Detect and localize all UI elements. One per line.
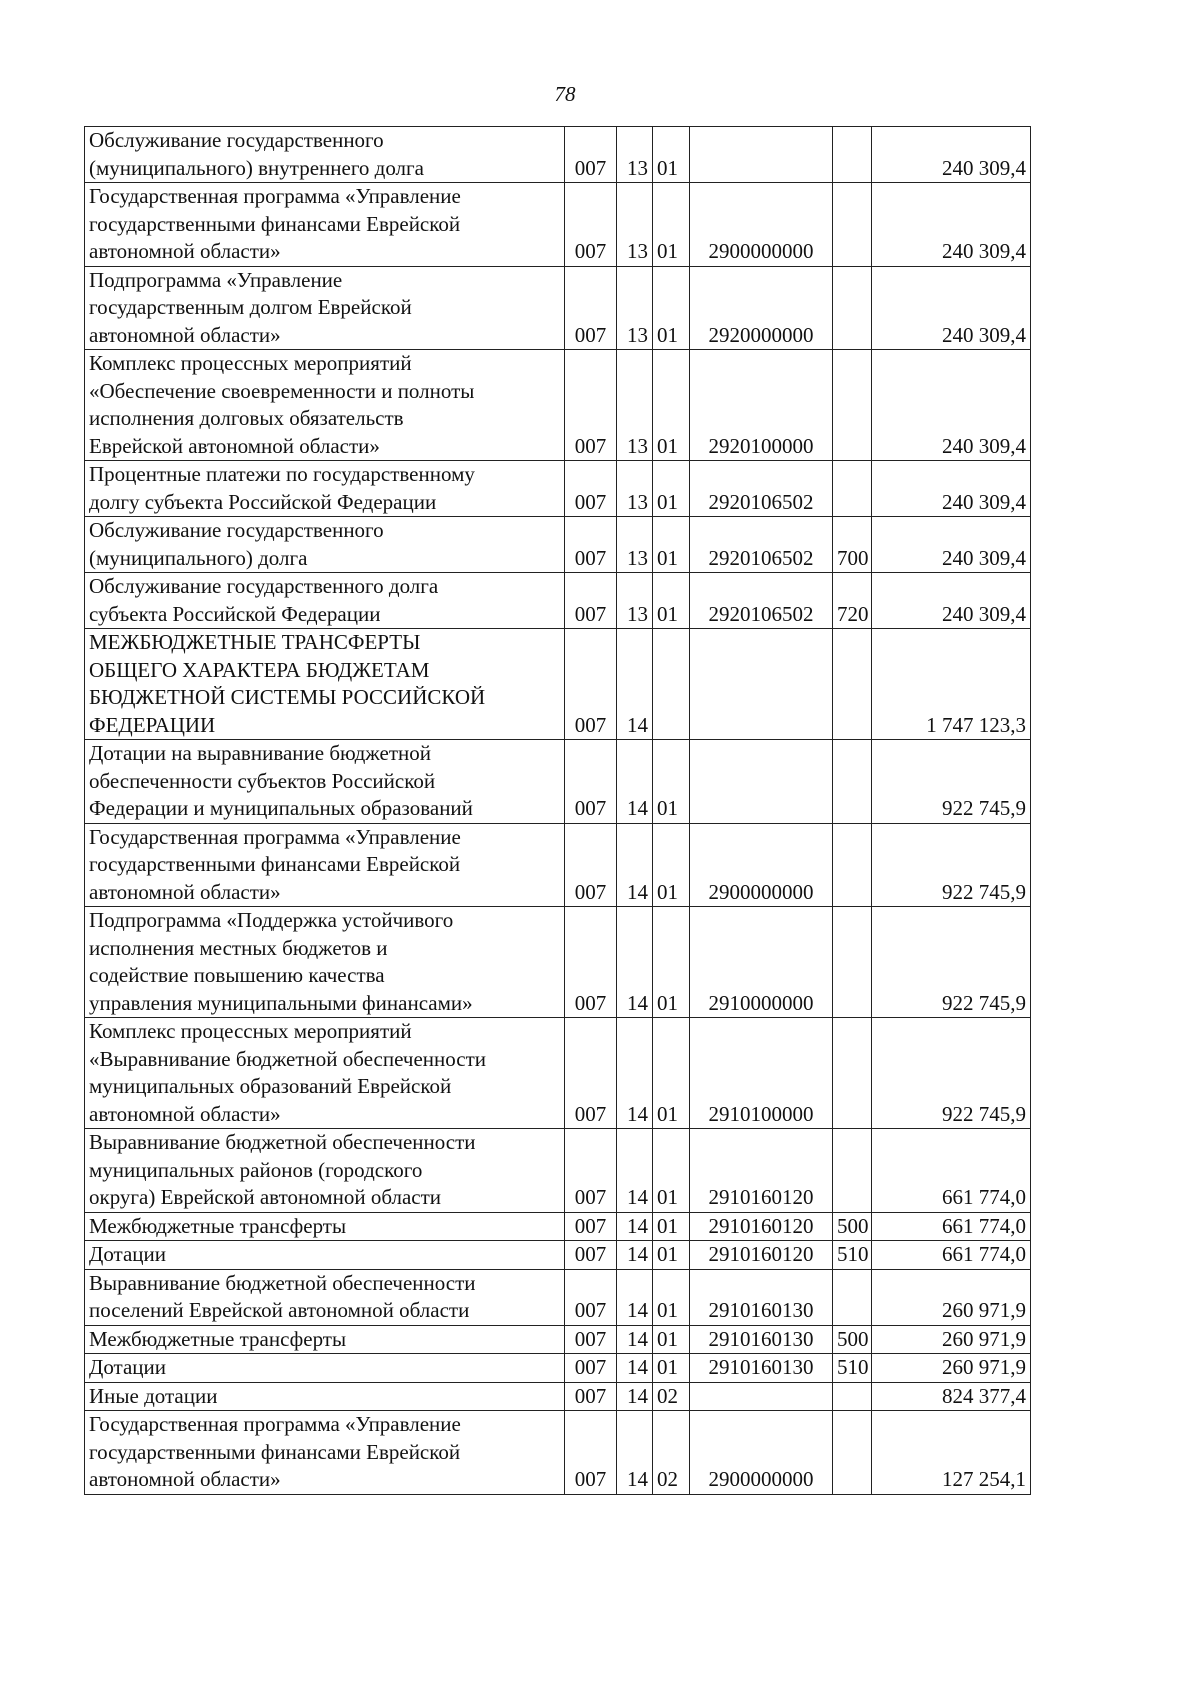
expense-type-cell — [833, 740, 872, 824]
amount-cell: 240 309,4 — [872, 127, 1031, 183]
ministry-code-cell: 007 — [565, 1129, 617, 1213]
subsection-code-cell: 01 — [653, 517, 690, 573]
row-name-text: Межбюджетные трансферты — [89, 1213, 347, 1238]
budget-table — [84, 126, 1031, 1495]
row-name-text: Обслуживание государственного долга субъекта Российской Федерации — [89, 574, 439, 626]
ministry-code-cell: 007 — [565, 127, 617, 183]
target-article-cell: 2920100000 — [690, 350, 833, 461]
row-name-cell — [85, 1241, 565, 1270]
row-name-cell — [85, 1325, 565, 1354]
ministry-code-cell: 007 — [565, 1018, 617, 1129]
row-name-cell — [85, 127, 565, 183]
table-row — [85, 573, 1031, 629]
amount-cell: 661 774,0 — [872, 1241, 1031, 1270]
target-article-cell: 2910160130 — [690, 1269, 833, 1325]
ministry-code-cell: 007 — [565, 823, 617, 907]
subsection-code-cell: 01 — [653, 183, 690, 267]
section-code-cell: 14 — [617, 1212, 653, 1241]
subsection-code-cell: 01 — [653, 1325, 690, 1354]
subsection-code-cell: 01 — [653, 1212, 690, 1241]
row-name-cell — [85, 266, 565, 350]
subsection-code-cell: 02 — [653, 1382, 690, 1411]
expense-type-cell: 510 — [833, 1354, 872, 1383]
row-name-text: Процентные платежи по государственному долгу субъекта Российской Федерации — [89, 462, 475, 514]
section-code-cell: 14 — [617, 1382, 653, 1411]
target-article-cell — [690, 629, 833, 740]
row-name-cell — [85, 350, 565, 461]
target-article-cell: 2920000000 — [690, 266, 833, 350]
target-article-cell: 2910160120 — [690, 1129, 833, 1213]
row-name-text: Государственная программа «Управление государственными финансами Еврейской автономной области» — [89, 184, 461, 263]
table-row — [85, 1018, 1031, 1129]
target-article-cell — [690, 740, 833, 824]
row-name-cell — [85, 1354, 565, 1383]
expense-type-cell — [833, 1018, 872, 1129]
section-code-cell: 14 — [617, 1411, 653, 1495]
amount-cell: 922 745,9 — [872, 740, 1031, 824]
target-article-cell — [690, 127, 833, 183]
row-name-text: Дотации — [89, 1242, 167, 1266]
expense-type-cell — [833, 1382, 872, 1411]
row-name-cell — [85, 823, 565, 907]
row-name-text: Подпрограмма «Управление государственным долгом Еврейской автономной области» — [89, 267, 412, 347]
table-row — [85, 183, 1031, 267]
ministry-code-cell: 007 — [565, 1325, 617, 1354]
table-row — [85, 1354, 1031, 1383]
expense-type-cell — [833, 1411, 872, 1495]
section-code-cell: 13 — [617, 183, 653, 267]
table-row — [85, 127, 1031, 183]
section-code-cell: 14 — [617, 1269, 653, 1325]
subsection-code-cell: 01 — [653, 1129, 690, 1213]
row-name-cell — [85, 517, 565, 573]
expense-type-cell — [833, 907, 872, 1018]
amount-cell: 240 309,4 — [872, 461, 1031, 517]
row-name-text: Иные дотации — [89, 1383, 218, 1408]
subsection-code-cell: 02 — [653, 1411, 690, 1495]
table-row — [85, 517, 1031, 573]
table-row — [85, 1411, 1031, 1495]
section-code-cell: 13 — [617, 461, 653, 517]
table-row — [85, 1212, 1031, 1241]
amount-cell: 661 774,0 — [872, 1129, 1031, 1213]
ministry-code-cell: 007 — [565, 740, 617, 824]
section-code-cell: 14 — [617, 823, 653, 907]
table-row — [85, 1129, 1031, 1213]
expense-type-cell — [833, 823, 872, 907]
row-name-text: Выравнивание бюджетной обеспеченности поселений Еврейской автономной области — [89, 1270, 476, 1322]
expense-type-cell: 700 — [833, 517, 872, 573]
expense-type-cell — [833, 127, 872, 183]
table-row — [85, 1269, 1031, 1325]
row-name-cell — [85, 183, 565, 267]
row-name-cell — [85, 1129, 565, 1213]
row-name-text: Дотации — [89, 1355, 167, 1379]
section-code-cell: 14 — [617, 740, 653, 824]
expense-type-cell — [833, 350, 872, 461]
section-code-cell: 14 — [617, 1018, 653, 1129]
table-row — [85, 740, 1031, 824]
row-name-text: МЕЖБЮДЖЕТНЫЕ ТРАНСФЕРТЫ ОБЩЕГО ХАРАКТЕРА БЮДЖЕТАМ БЮДЖЕТНОЙ СИСТЕМЫ РОССИЙСКОЙ ФЕДЕРАЦИИ — [89, 630, 486, 737]
ministry-code-cell: 007 — [565, 907, 617, 1018]
amount-cell: 240 309,4 — [872, 350, 1031, 461]
table-row — [85, 1325, 1031, 1354]
table-row — [85, 266, 1031, 350]
row-name-cell — [85, 1382, 565, 1411]
amount-cell: 240 309,4 — [872, 573, 1031, 629]
target-article-cell: 2910000000 — [690, 907, 833, 1018]
section-code-cell: 14 — [617, 1325, 653, 1354]
subsection-code-cell: 01 — [653, 461, 690, 517]
row-name-cell — [85, 907, 565, 1018]
subsection-code-cell: 01 — [653, 1241, 690, 1270]
row-name-cell — [85, 573, 565, 629]
section-code-cell: 13 — [617, 350, 653, 461]
target-article-cell: 2920106502 — [690, 517, 833, 573]
row-name-text: Обслуживание государственного (муниципального) внутреннего долга — [89, 128, 424, 180]
ministry-code-cell: 007 — [565, 266, 617, 350]
section-code-cell: 13 — [617, 127, 653, 183]
ministry-code-cell: 007 — [565, 1269, 617, 1325]
expense-type-cell — [833, 461, 872, 517]
ministry-code-cell: 007 — [565, 629, 617, 740]
table-row — [85, 461, 1031, 517]
table-row — [85, 629, 1031, 740]
expense-type-cell: 500 — [833, 1212, 872, 1241]
target-article-cell: 2900000000 — [690, 1411, 833, 1495]
expense-type-cell: 510 — [833, 1241, 872, 1270]
subsection-code-cell: 01 — [653, 907, 690, 1018]
table-row — [85, 907, 1031, 1018]
row-name-text: Государственная программа «Управление государственными финансами Еврейской автономной области» — [89, 824, 461, 904]
expense-type-cell: 720 — [833, 573, 872, 629]
amount-cell: 661 774,0 — [872, 1212, 1031, 1241]
target-article-cell — [690, 1382, 833, 1411]
subsection-code-cell: 01 — [653, 266, 690, 350]
amount-cell: 824 377,4 — [872, 1382, 1031, 1411]
ministry-code-cell: 007 — [565, 461, 617, 517]
target-article-cell: 2920106502 — [690, 573, 833, 629]
expense-type-cell: 500 — [833, 1325, 872, 1354]
ministry-code-cell: 007 — [565, 1382, 617, 1411]
row-name-cell — [85, 629, 565, 740]
table-row — [85, 823, 1031, 907]
ministry-code-cell: 007 — [565, 573, 617, 629]
table-row — [85, 1382, 1031, 1411]
amount-cell: 127 254,1 — [872, 1411, 1031, 1495]
ministry-code-cell: 007 — [565, 350, 617, 461]
target-article-cell: 2910160120 — [690, 1241, 833, 1270]
amount-cell: 922 745,9 — [872, 1018, 1031, 1129]
row-name-text: Комплекс процессных мероприятий «Обеспечение своевременности и полноты исполнения долговых обязательств Еврейской автономной области» — [89, 351, 475, 458]
section-code-cell: 13 — [617, 573, 653, 629]
section-code-cell: 14 — [617, 1129, 653, 1213]
amount-cell: 240 309,4 — [872, 266, 1031, 350]
ministry-code-cell: 007 — [565, 183, 617, 267]
row-name-text: Государственная программа «Управление государственными финансами Еврейской автономной области» — [89, 1412, 461, 1491]
section-code-cell: 14 — [617, 907, 653, 1018]
subsection-code-cell: 01 — [653, 1269, 690, 1325]
section-code-cell: 13 — [617, 517, 653, 573]
ministry-code-cell: 007 — [565, 517, 617, 573]
section-code-cell: 14 — [617, 1354, 653, 1383]
expense-type-cell — [833, 266, 872, 350]
ministry-code-cell: 007 — [565, 1241, 617, 1270]
target-article-cell: 2900000000 — [690, 823, 833, 907]
page-number: 78 — [554, 82, 576, 106]
table-row — [85, 1241, 1031, 1270]
subsection-code-cell: 01 — [653, 740, 690, 824]
target-article-cell: 2910100000 — [690, 1018, 833, 1129]
expense-type-cell — [833, 1129, 872, 1213]
amount-cell: 240 309,4 — [872, 517, 1031, 573]
amount-cell: 260 971,9 — [872, 1269, 1031, 1325]
section-code-cell: 13 — [617, 266, 653, 350]
section-code-cell: 14 — [617, 1241, 653, 1270]
ministry-code-cell: 007 — [565, 1411, 617, 1495]
amount-cell: 260 971,9 — [872, 1325, 1031, 1354]
expense-type-cell — [833, 183, 872, 267]
target-article-cell: 2910160120 — [690, 1212, 833, 1241]
target-article-cell: 2900000000 — [690, 183, 833, 267]
expense-type-cell — [833, 1269, 872, 1325]
row-name-text: Обслуживание государственного (муниципального) долга — [89, 518, 384, 570]
subsection-code-cell: 01 — [653, 823, 690, 907]
amount-cell: 240 309,4 — [872, 183, 1031, 267]
subsection-code-cell: 01 — [653, 350, 690, 461]
subsection-code-cell: 01 — [653, 1354, 690, 1383]
row-name-cell — [85, 1411, 565, 1495]
amount-cell: 1 747 123,3 — [872, 629, 1031, 740]
expense-type-cell — [833, 629, 872, 740]
row-name-cell — [85, 740, 565, 824]
subsection-code-cell: 01 — [653, 127, 690, 183]
subsection-code-cell: 01 — [653, 1018, 690, 1129]
row-name-cell — [85, 1018, 565, 1129]
ministry-code-cell: 007 — [565, 1354, 617, 1383]
section-code-cell: 14 — [617, 629, 653, 740]
subsection-code-cell — [653, 629, 690, 740]
row-name-cell — [85, 1212, 565, 1241]
row-name-text: Комплекс процессных мероприятий «Выравнивание бюджетной обеспеченности муниципальных образований Еврейской автономной области» — [89, 1019, 487, 1126]
subsection-code-cell: 01 — [653, 573, 690, 629]
target-article-cell: 2910160130 — [690, 1325, 833, 1354]
amount-cell: 922 745,9 — [872, 823, 1031, 907]
table-row — [85, 350, 1031, 461]
target-article-cell: 2920106502 — [690, 461, 833, 517]
amount-cell: 922 745,9 — [872, 907, 1031, 1018]
row-name-cell — [85, 1269, 565, 1325]
target-article-cell: 2910160130 — [690, 1354, 833, 1383]
budget-table-body — [85, 127, 1031, 1495]
row-name-cell — [85, 461, 565, 517]
row-name-text: Дотации на выравнивание бюджетной обеспеченности субъектов Российской Федерации и муниципальных образований — [89, 741, 473, 820]
amount-cell: 260 971,9 — [872, 1354, 1031, 1383]
row-name-text: Выравнивание бюджетной обеспеченности муниципальных районов (городского округа) Еврейской автономной области — [89, 1130, 476, 1209]
row-name-text: Подпрограмма «Поддержка устойчивого исполнения местных бюджетов и содействие повышению качества управления муниципальными финансами» — [89, 908, 473, 1015]
ministry-code-cell: 007 — [565, 1212, 617, 1241]
row-name-text: Межбюджетные трансферты — [89, 1326, 347, 1351]
